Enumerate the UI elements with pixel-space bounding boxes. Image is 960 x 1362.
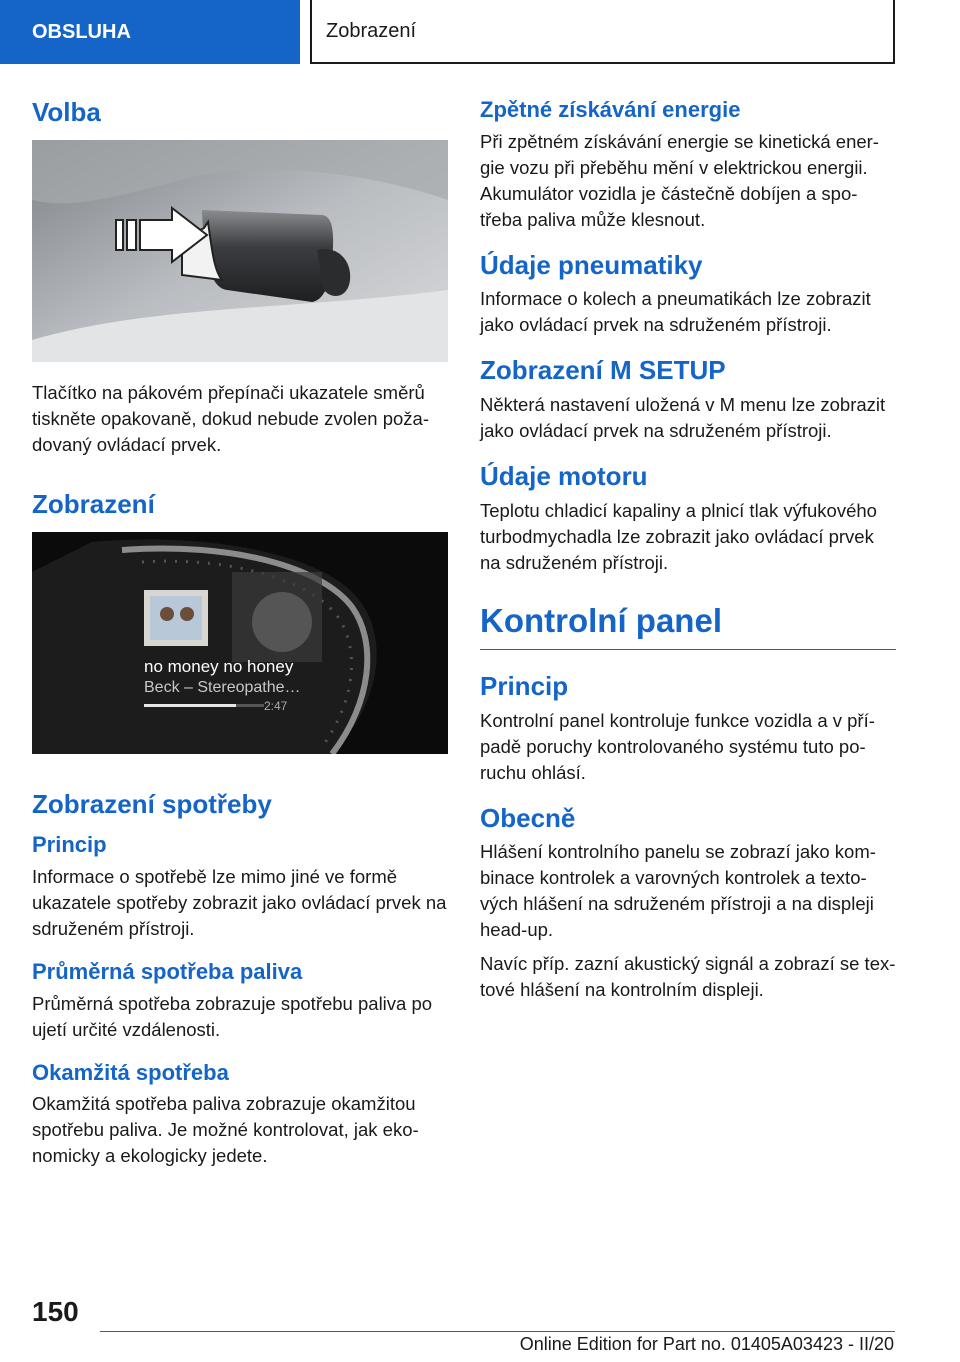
display-artist: Beck – Stereopathe…: [144, 678, 301, 696]
footer-edition: Online Edition for Part no. 01405A03423 - II/20: [519, 1334, 894, 1354]
page-header-title: [310, 0, 895, 64]
text-panel-princip: Kontrolní panel kontroluje funkce vozidla a v pří-padě poruchy kontrolovaného systému tuto po-ruchu ohlásí.: [480, 709, 875, 783]
page-header-title-label: Zobrazení: [326, 19, 417, 42]
footer-rule: [100, 1331, 895, 1332]
text-zpetne-ziskavani: Při zpětném získávání energie se kinetická ener-gie vozu při přeběhu mění v elektrickou energii. Akumulátor vozidla je částečně dobíjen a spo-třeba paliva může klesnout.: [480, 130, 879, 230]
display-track-time: 2:47: [264, 698, 288, 713]
heading-udaje-motoru: Údaje motoru: [480, 461, 648, 492]
section-tab-label: OBSLUHA: [32, 20, 131, 43]
heading-volba: Volba: [32, 97, 101, 127]
heading-udaje-pneumatiky: Údaje pneumatiky: [480, 249, 703, 280]
figure-turn-signal-lever: [32, 140, 448, 362]
heading-obecne: Obecně: [480, 802, 576, 833]
heading-okamzita-spotreba: Okamžitá spotřeba: [32, 1059, 229, 1085]
heading-zobrazeni: Zobrazení: [32, 488, 155, 519]
figure-instrument-cluster-display: [32, 532, 448, 754]
text-obecne-2: Navíc příp. zazní akustický signál a zobrazí se tex-tové hlášení na kontrolním displeji.: [480, 953, 896, 1001]
text-obecne-1: Hlášení kontrolního panelu se zobrazí jako kom-binace kontrolek a varovných kontrolek a texto-vých hlášení na sdruženém přístroji a na displeji head-up.: [480, 841, 876, 941]
heading-m-setup: Zobrazení M SETUP: [480, 355, 726, 386]
heading-panel-princip: Princip: [480, 670, 569, 701]
text-volba: Tlačítko na pákovém přepínači ukazatele směrů tiskněte opakovaně, dokud nebude zvolen poža-dovaný ovládací prvek.: [32, 381, 430, 455]
heading-kontrolni-panel: Kontrolní panel: [480, 601, 722, 639]
left-column: [32, 96, 448, 1169]
text-udaje-motoru: Teplotu chladicí kapaliny a plnicí tlak výfukového turbodmychadla lze zobrazit jako ovládací prvek na sdruženém přístroji.: [480, 499, 877, 573]
section-tab: [0, 0, 300, 64]
page-number: 150: [32, 1296, 79, 1327]
right-column: [480, 96, 896, 1003]
text-m-setup: Některá nastavení uložená v M menu lze zobrazit jako ovládací prvek na sdruženém přístroji.: [480, 394, 886, 442]
heading-rule: [480, 649, 896, 650]
heading-princip: Princip: [32, 832, 107, 858]
text-udaje-pneumatiky: Informace o kolech a pneumatikách lze zobrazit jako ovládací prvek na sdruženém přístroji.: [480, 288, 871, 336]
heading-zobrazeni-spotreby: Zobrazení spotřeby: [32, 788, 272, 819]
text-okamzita-spotreba: Okamžitá spotřeba paliva zobrazuje okamžitou spotřebu paliva. Je možné kontrolovat, jak eko-nomicky a ekologicky jedete.: [32, 1093, 419, 1167]
display-progress-fill: [144, 704, 236, 707]
display-song-title: no money no honey: [144, 656, 294, 676]
heading-zpetne-ziskavani: Zpětné získávání energie: [480, 97, 741, 122]
heading-prumerna-spotreba: Průměrná spotřeba paliva: [32, 958, 303, 984]
text-prumerna-spotreba: Průměrná spotřeba zobrazuje spotřebu paliva po ujetí určité vzdálenosti.: [32, 992, 433, 1040]
text-princip: Informace o spotřebě lze mimo jiné ve formě ukazatele spotřeby zobrazit jako ovládací prvek na sdruženém přístroji.: [32, 865, 447, 939]
